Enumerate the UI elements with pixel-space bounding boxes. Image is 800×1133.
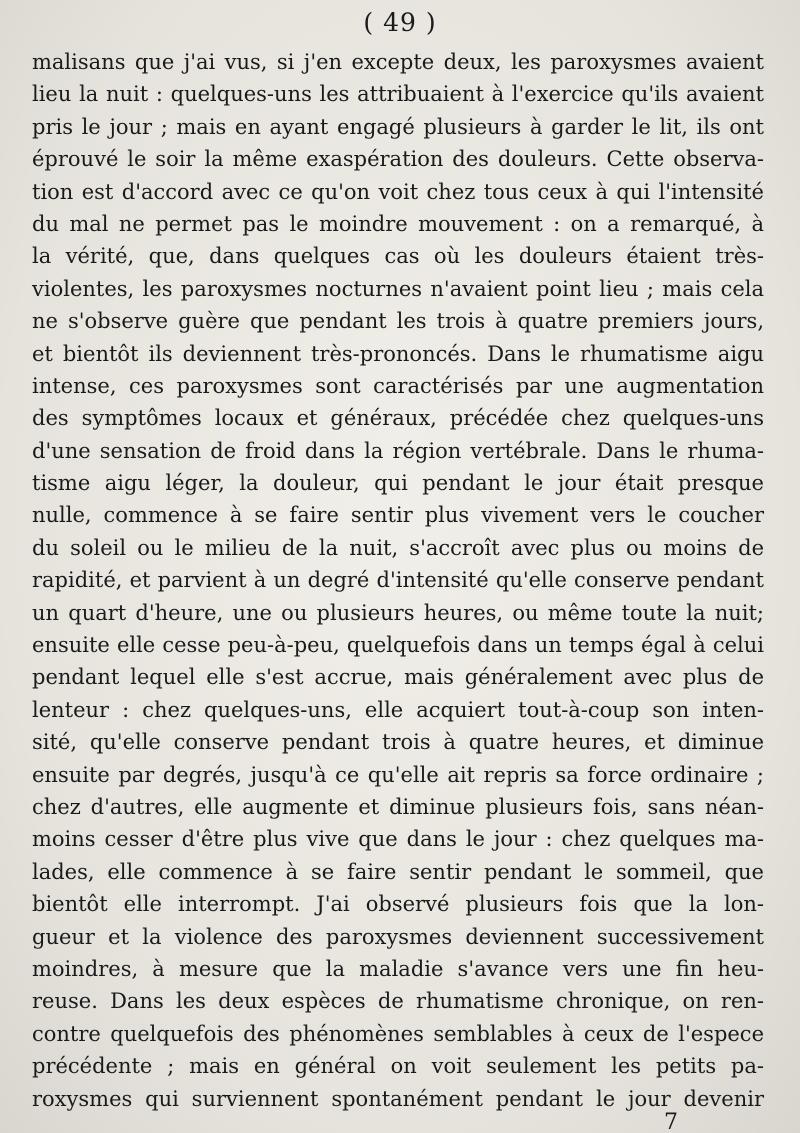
text-line: ensuite par degrés, jusqu'à ce qu'elle ait repris sa force ordinaire ;: [32, 762, 764, 787]
text-line: malisans que j'ai vus, si j'en excepte deux, les paroxysmes avaient: [32, 50, 764, 74]
text-line: pendant lequel elle s'est accrue, mais généralement avec plus de: [32, 665, 764, 690]
text-line: ne s'observe guère que pendant les trois à quatre premiers jours,: [32, 309, 764, 334]
text-line: bientôt elle interrompt. J'ai observé plusieurs fois que la lon-: [32, 892, 764, 917]
signature-mark: 7: [664, 1110, 678, 1133]
text-line: nulle, commence à se faire sentir plus vivement vers le coucher: [32, 503, 764, 528]
text-line: éprouvé le soir la même exaspération des douleurs. Cette observa-: [32, 147, 764, 172]
text-line: un quart d'heure, une ou plusieurs heures, ou même toute la nuit;: [32, 600, 764, 625]
text-line: ensuite elle cesse peu-à-peu, quelquefois dans un temps égal à celui: [32, 633, 764, 658]
text-line: roxysmes qui surviennent spontanément pendant le jour devenir: [32, 1086, 764, 1111]
text-line: d'une sensation de froid dans la région vertébrale. Dans le rhuma-: [32, 438, 764, 463]
text-line: et bientôt ils deviennent très-prononcés. Dans le rhumatisme aigu: [32, 341, 764, 366]
text-line: violentes, les paroxysmes nocturnes n'avaient point lieu ; mais cela: [32, 276, 764, 301]
text-line: moins cesser d'être plus vive que dans le jour : chez quelques ma-: [32, 827, 764, 852]
text-line: gueur et la violence des paroxysmes deviennent successivement: [32, 924, 764, 949]
text-line: sité, qu'elle conserve pendant trois à quatre heures, et diminue: [32, 730, 764, 755]
text-line: rapidité, et parvient à un degré d'intensité qu'elle conserve pendant: [32, 568, 764, 593]
text-line: tisme aigu léger, la douleur, qui pendant le jour était presque: [32, 471, 764, 496]
text-line: précédente ; mais en général on voit seulement les petits pa-: [32, 1054, 764, 1079]
text-line: moindres, à mesure que la maladie s'avance vers une fin heu-: [32, 956, 764, 981]
text-line: tion est d'accord avec ce qu'on voit chez tous ceux à qui l'intensité: [32, 179, 764, 204]
text-line: la vérité, que, dans quelques cas où les douleurs étaient très-: [32, 244, 764, 269]
text-line: lenteur : chez quelques-uns, elle acquiert tout-à-coup son inten-: [32, 697, 764, 722]
text-line: du mal ne permet pas le moindre mouvement : on a remarqué, à: [32, 211, 764, 236]
text-line: contre quelquefois des phénomènes semblables à ceux de l'espece: [32, 1021, 764, 1046]
body-text: [32, 46, 764, 1115]
text-line: du soleil ou le milieu de la nuit, s'accroît avec plus ou moins de: [32, 535, 764, 560]
page-number: ( 49 ): [363, 8, 437, 37]
text-line: chez d'autres, elle augmente et diminue plusieurs fois, sans néan-: [32, 794, 764, 819]
text-line: pris le jour ; mais en ayant engagé plusieurs à garder le lit, ils ont: [32, 114, 764, 139]
text-line: des symptômes locaux et généraux, précédée chez quelques-uns: [32, 406, 764, 431]
text-line: intense, ces paroxysmes sont caractérisés par une augmentation: [32, 373, 764, 398]
text-line: reuse. Dans les deux espèces de rhumatisme chronique, on ren-: [32, 989, 764, 1014]
text-line: lades, elle commence à se faire sentir pendant le sommeil, que: [32, 859, 764, 884]
text-line: lieu la nuit : quelques-uns les attribuaient à l'exercice qu'ils avaient: [32, 82, 764, 107]
